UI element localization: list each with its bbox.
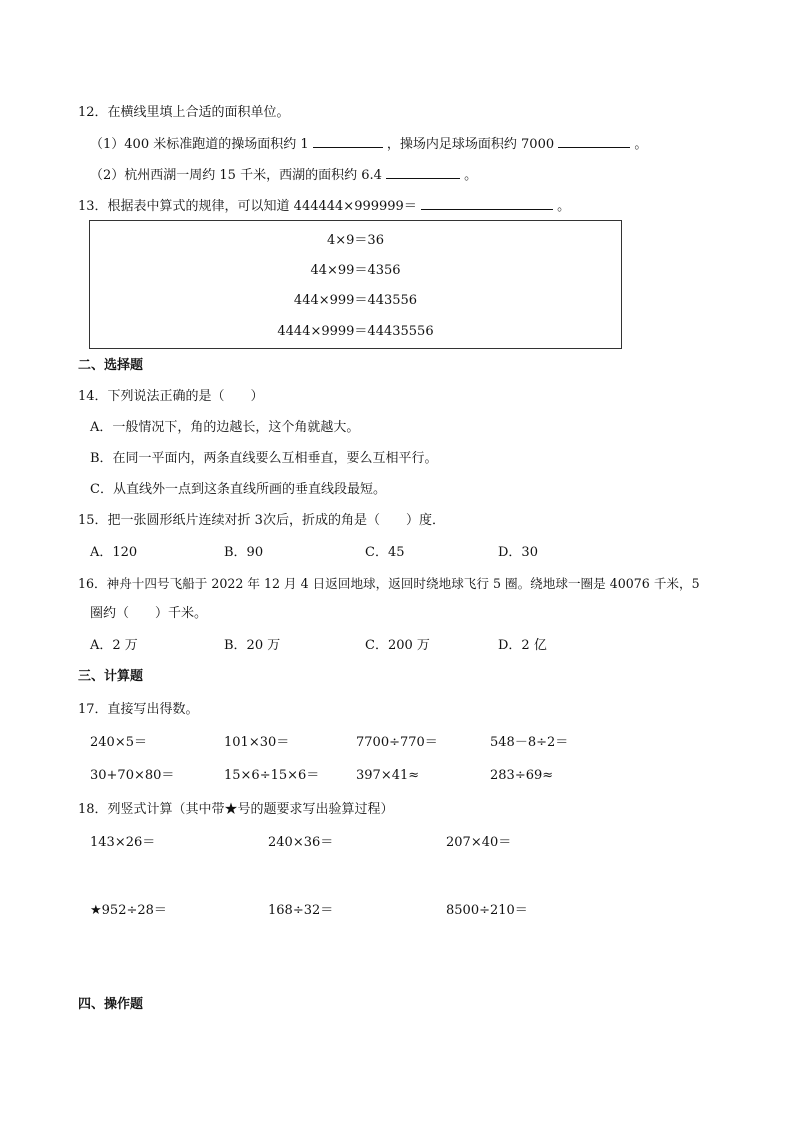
q13-equation-box <box>89 220 622 349</box>
q18-item-3: 207×40＝ <box>446 835 512 850</box>
q12-part2-text-b: 。 <box>464 168 478 183</box>
q13-equation-2: 44×99＝4356 <box>310 263 401 278</box>
q18-title: 18．列竖式计算（其中带★号的题要求写出验算过程） <box>78 802 394 817</box>
q12-part1-text-a: （1）400 米标准跑道的操场面积约 1 <box>90 137 309 152</box>
q15-title: 15．把一张圆形纸片连续对折 3次后，折成的角是（ ）度． <box>78 513 445 528</box>
q18-item-4: ★952÷28＝ <box>90 903 167 918</box>
q13-title-end: 。 <box>557 199 571 214</box>
section-2-heading: 二、选择题 <box>78 358 144 373</box>
q13-equation-4: 4444×9999＝44435556 <box>277 324 434 339</box>
q12-part1 <box>90 135 647 154</box>
q15-option-b[interactable]: B．90 <box>224 545 264 560</box>
q12-blank-1[interactable] <box>313 135 383 148</box>
q17-item-8: 283÷69≈ <box>490 768 554 783</box>
q13-equation-1: 4×9＝36 <box>327 233 384 248</box>
q12-blank-3[interactable] <box>386 166 460 179</box>
q18-item-1: 143×26＝ <box>90 835 156 850</box>
q16-option-d[interactable]: D．2 亿 <box>498 638 547 653</box>
q14-title: 14．下列说法正确的是（ ） <box>78 389 264 404</box>
q12-part2-text-a: （2）杭州西湖一周约 15 千米，西湖的面积约 6.4 <box>90 168 382 183</box>
q13-title <box>78 197 570 216</box>
q13-blank[interactable] <box>421 197 553 210</box>
q12-blank-2[interactable] <box>558 135 630 148</box>
q16-option-c[interactable]: C．200 万 <box>365 638 430 653</box>
q12-part1-text-b: ，操场内足球场面积约 7000 <box>386 137 555 152</box>
section-4-heading: 四、操作题 <box>78 997 144 1012</box>
q18-item-5: 168÷32＝ <box>268 903 334 918</box>
q17-item-5: 30+70×80＝ <box>90 768 175 783</box>
q16-option-a[interactable]: A．2 万 <box>90 638 138 653</box>
q13-title-text: 13．根据表中算式的规律，可以知道 444444×999999＝ <box>78 199 417 214</box>
q17-item-1: 240×5＝ <box>90 735 147 750</box>
q17-item-6: 15×6÷15×6＝ <box>224 768 320 783</box>
q12-title: 12．在横线里填上合适的面积单位。 <box>78 105 290 120</box>
q16-title-line-1: 16．神舟十四号飞船于 2022 年 12 月 4 日返回地球，返回时绕地球飞行 5 圈。绕地球一圈是 40076 千米，5 <box>78 576 700 591</box>
q14-option-a[interactable]: A．一般情况下，角的边越长，这个角就越大。 <box>90 420 360 435</box>
q16-title-line-2: 圈约（ ）千米。 <box>90 606 208 621</box>
q17-item-3: 7700÷770＝ <box>356 735 438 750</box>
q17-item-7: 397×41≈ <box>356 768 420 783</box>
q17-item-4: 548－8÷2＝ <box>490 735 569 750</box>
q17-item-2: 101×30＝ <box>224 735 290 750</box>
q15-option-d[interactable]: D．30 <box>498 545 538 560</box>
q15-option-c[interactable]: C．45 <box>365 545 405 560</box>
q17-title: 17．直接写出得数。 <box>78 702 199 717</box>
q15-option-a[interactable]: A．120 <box>90 545 138 560</box>
q14-option-b[interactable]: B．在同一平面内，两条直线要么互相垂直，要么互相平行。 <box>90 451 438 466</box>
q18-item-6: 8500÷210＝ <box>446 903 528 918</box>
section-3-heading: 三、计算题 <box>78 669 144 684</box>
q12-part1-text-c: 。 <box>634 137 648 152</box>
q14-option-c[interactable]: C．从直线外一点到这条直线所画的垂直线段最短。 <box>90 482 386 497</box>
q12-part2 <box>90 166 477 185</box>
q16-option-b[interactable]: B．20 万 <box>224 638 281 653</box>
q18-item-2: 240×36＝ <box>268 835 334 850</box>
q13-equation-3: 444×999＝443556 <box>293 293 418 308</box>
